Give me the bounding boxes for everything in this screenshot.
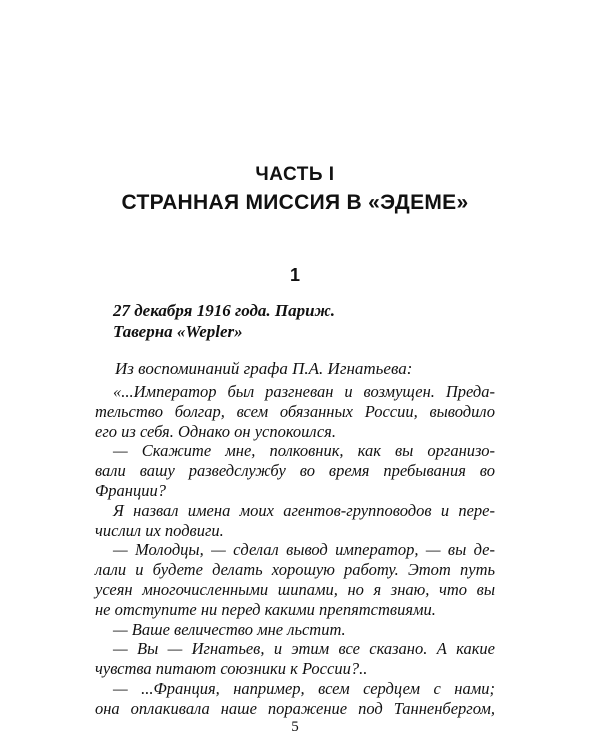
body-line: Я назвал имена моих агентов-групповодов и пере- [113, 500, 495, 520]
body-line: усеян многочисленными шипами, но я знаю, что вы [95, 579, 495, 599]
body-line: не отступите ни перед какими препятствиями. [95, 599, 436, 619]
page-number: 5 [291, 719, 299, 735]
text-column [95, 0, 495, 750]
dateline-line1: 27 декабря 1916 года. Париж. [113, 301, 336, 320]
body-line: лали и будете делать хорошую работу. Этот путь [95, 560, 495, 580]
body-line: — Ваше величество мне льстит. [113, 619, 346, 639]
body-line: чувства питают союзники к России?.. [95, 659, 368, 679]
epigraph-intro: Из воспоминаний графа П.А. Игнатьева: [115, 359, 413, 378]
body-line: — Молодцы, — сделал вывод император, — вы де- [113, 540, 495, 560]
body-line: вали вашу разведслужбу во время пребывания во [95, 461, 495, 481]
body-text [95, 382, 495, 719]
chapter-number: 1 [289, 265, 300, 285]
body-line: — Вы — Игнатьев, и этим все сказано. А какие [113, 639, 495, 659]
dateline [113, 300, 493, 342]
body-line: «...Император был разгневан и возмущен. Преда- [113, 382, 495, 401]
part-title: СТРАННАЯ МИССИЯ В «ЭДЕМЕ» [121, 191, 469, 214]
body-line: — Скажите мне, полковник, как вы организо- [113, 441, 495, 461]
body-line: числил их подвиги. [95, 520, 224, 540]
body-line: она оплакивала наше поражение под Танненбергом, [95, 698, 495, 718]
part-heading: ЧАСТЬ I [255, 164, 335, 185]
dateline-line2: Таверна «Wepler» [113, 322, 243, 341]
body-line: Франции? [95, 480, 166, 500]
body-line: его из себя. Однако он успокоился. [95, 421, 336, 441]
body-line: тельство болгар, всем обязанных России, выводило [95, 401, 495, 421]
body-line: — ...Франция, например, всем сердцем с нами; [113, 678, 495, 698]
